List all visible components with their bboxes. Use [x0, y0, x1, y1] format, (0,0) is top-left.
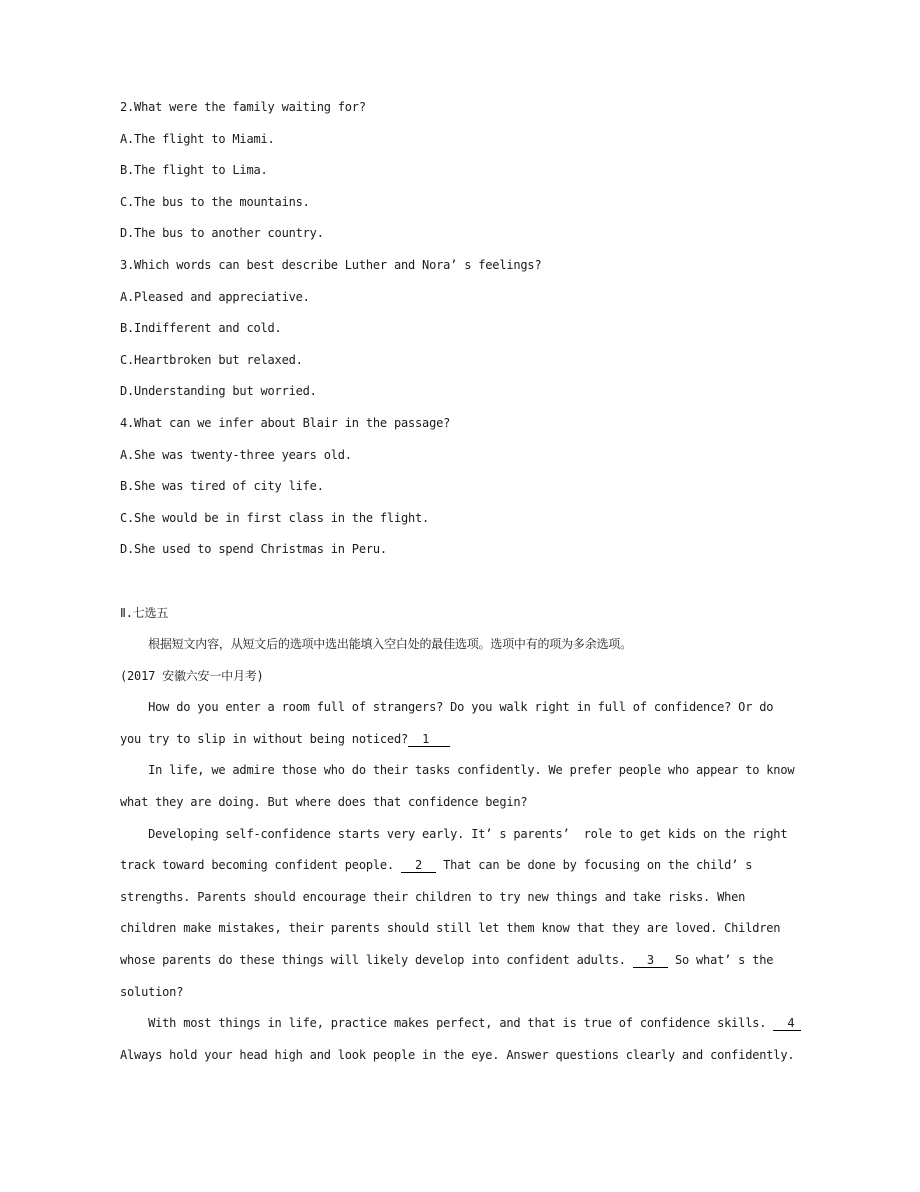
passage-text: Always hold your head high and look people in the eye. Answer questions clearly and confidently.	[120, 1047, 795, 1062]
passage-line	[120, 882, 820, 914]
section-source: (2017 安徽六安一中月考)	[120, 668, 264, 683]
question-line: 3.Which words can best describe Luther and Nora’ s feelings?	[120, 257, 542, 272]
question-line: D.Understanding but worried.	[120, 384, 317, 399]
question-line: C.She would be in first class in the flight.	[120, 510, 430, 525]
passage-line	[120, 724, 820, 756]
passage-text: children make mistakes, their parents should still let them know that they are loved. Children	[120, 921, 781, 936]
passage-text: That can be done by focusing on the child’ s	[436, 858, 753, 873]
passage-text: In life, we admire those who do their tasks confidently. We prefer people who appear to know	[120, 763, 795, 778]
passage-text: strengths. Parents should encourage their children to try new things and take risks. When	[120, 889, 746, 904]
passage-text: track toward becoming confident people.	[120, 858, 401, 873]
passage-line	[120, 850, 820, 882]
question-line: D.She used to spend Christmas in Peru.	[120, 542, 387, 557]
passage-text: solution?	[120, 984, 184, 999]
question-line: B.The flight to Lima.	[120, 163, 268, 178]
passage-text: what they are doing. But where does that confidence begin?	[120, 795, 528, 810]
passage-line	[120, 1008, 820, 1040]
question-line: 4.What can we infer about Blair in the passage?	[120, 415, 451, 430]
passage-line	[120, 755, 820, 787]
section-instruction: 根据短文内容，从短文后的选项中选出能填入空白处的最佳选项。选项中有的项为多余选项。	[120, 637, 632, 652]
reading-questions-block	[120, 92, 820, 566]
blank-line	[120, 566, 820, 598]
passage-text: you try to slip in without being noticed?	[120, 731, 409, 746]
question-line: D.The bus to another country.	[120, 226, 324, 241]
answer-blank: 1	[408, 731, 451, 746]
passage-text: With most things in life, practice makes perfect, and that is true of confidence skills.	[120, 1016, 774, 1031]
passage-block	[120, 692, 820, 1071]
passage-line	[120, 977, 820, 1009]
passage-line	[120, 692, 820, 724]
passage-line	[120, 819, 820, 851]
question-line: A.She was twenty-three years old.	[120, 447, 352, 462]
question-line: B.She was tired of city life.	[120, 479, 324, 494]
question-line: 2.What were the family waiting for?	[120, 100, 366, 114]
answer-blank: 2	[401, 858, 437, 873]
passage-line	[120, 1040, 820, 1072]
question-line: C.The bus to the mountains.	[120, 194, 310, 209]
question-line: A.Pleased and appreciative.	[120, 289, 310, 304]
passage-text: Developing self-confidence starts very early. It’ s parents’ role to get kids on the right	[120, 826, 788, 841]
question-line: B.Indifferent and cold.	[120, 321, 282, 336]
passage-text: How do you enter a room full of strangers? Do you walk right in full of confidence? Or do	[120, 700, 774, 715]
question-line: A.The flight to Miami.	[120, 131, 275, 146]
section-heading: Ⅱ.七选五	[120, 605, 169, 620]
passage-line	[120, 913, 820, 945]
question-line: C.Heartbroken but relaxed.	[120, 352, 303, 367]
passage-line	[120, 945, 820, 977]
passage-line	[120, 787, 820, 819]
passage-text: whose parents do these things will likely develop into confident adults.	[120, 953, 633, 968]
answer-blank: 3	[632, 953, 668, 968]
passage-text: So what’ s the	[667, 953, 774, 968]
answer-blank: 4	[773, 1016, 802, 1031]
